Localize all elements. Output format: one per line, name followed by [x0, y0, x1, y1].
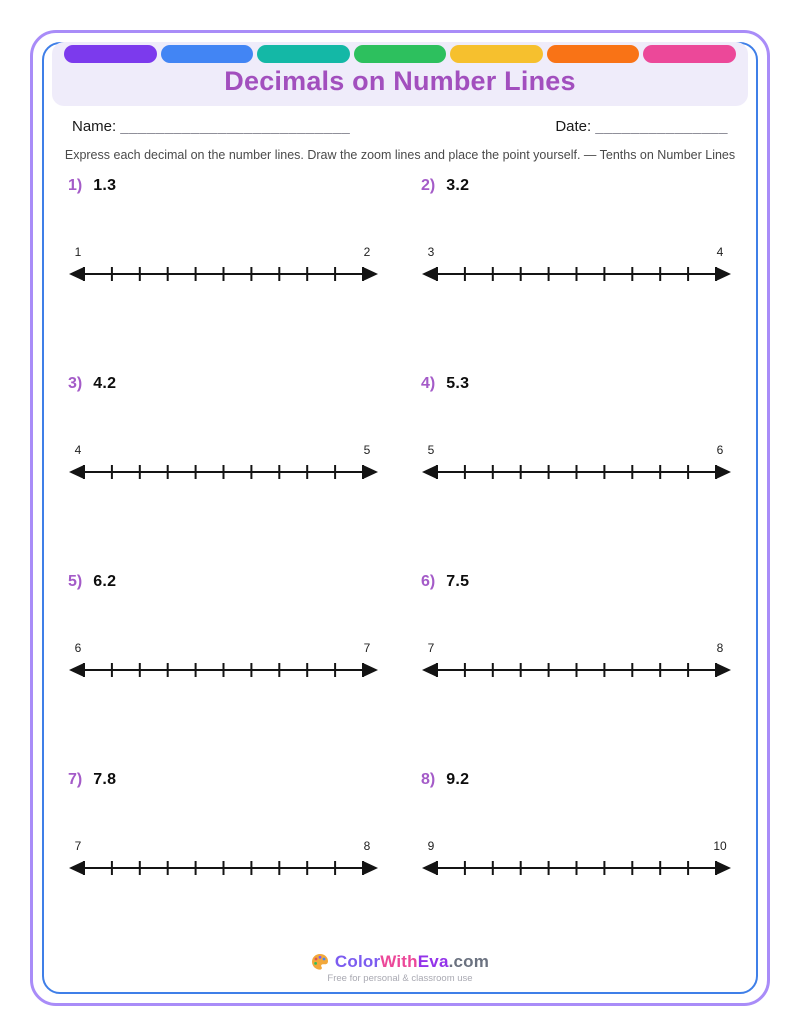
problem-number: 5) — [68, 573, 83, 590]
problem-header — [421, 375, 732, 393]
number-line-end-label: 8 — [363, 839, 371, 853]
number-line — [68, 640, 379, 686]
palette-icon — [311, 953, 329, 971]
problem-number: 4) — [421, 375, 436, 392]
number-line — [68, 442, 379, 488]
problem-decimal-value: 7.8 — [93, 771, 117, 788]
problem-number: 6) — [421, 573, 436, 590]
right-arrow-icon — [716, 465, 731, 479]
brand-part: Eva — [417, 952, 449, 971]
header-band — [52, 42, 748, 106]
number-line-start-label: 9 — [427, 839, 435, 853]
brand-row — [0, 952, 800, 972]
problem-number: 2) — [421, 177, 436, 194]
meta-row — [72, 118, 728, 135]
problem-header — [421, 573, 732, 591]
right-arrow-icon — [363, 861, 378, 875]
left-arrow-icon — [422, 663, 437, 677]
problem-item — [68, 766, 379, 964]
problem-item — [68, 568, 379, 766]
brand-name — [335, 952, 489, 972]
number-line-svg — [421, 244, 732, 290]
date-blank-line: _______________ — [595, 118, 728, 135]
date-label: Date: — [555, 118, 592, 135]
instructions-text: Express each decimal on the number lines. Draw the zoom lines and place the point yourself. — Tenths on Number Lines — [64, 148, 736, 162]
left-arrow-icon — [69, 861, 84, 875]
number-line-end-label: 8 — [716, 641, 724, 655]
number-line-end-label: 7 — [363, 641, 371, 655]
problem-header — [68, 177, 379, 195]
problem-item — [421, 568, 732, 766]
problem-header — [421, 771, 732, 789]
page-title: Decimals on Number Lines — [224, 66, 576, 96]
left-arrow-icon — [69, 663, 84, 677]
number-line — [421, 838, 732, 884]
number-line — [421, 640, 732, 686]
problem-number: 7) — [68, 771, 83, 788]
right-arrow-icon — [363, 663, 378, 677]
problems-grid — [68, 172, 732, 964]
problem-header — [421, 177, 732, 195]
color-pill — [161, 45, 254, 63]
left-arrow-icon — [69, 267, 84, 281]
number-line-svg — [421, 640, 732, 686]
number-line-svg — [68, 640, 379, 686]
problem-number: 3) — [68, 375, 83, 392]
number-line-start-label: 1 — [74, 245, 82, 259]
left-arrow-icon — [422, 861, 437, 875]
number-line-end-label: 5 — [363, 443, 371, 457]
footer — [0, 952, 800, 984]
problem-item — [68, 370, 379, 568]
number-line-start-label: 4 — [74, 443, 82, 457]
right-arrow-icon — [716, 663, 731, 677]
number-line-start-label: 7 — [427, 641, 435, 655]
problem-decimal-value: 4.2 — [93, 375, 117, 392]
brand-part: .com — [448, 952, 490, 971]
number-line-end-label: 2 — [363, 245, 371, 259]
number-line-svg — [68, 838, 379, 884]
left-arrow-icon — [422, 465, 437, 479]
number-line-svg — [68, 442, 379, 488]
left-arrow-icon — [422, 267, 437, 281]
problem-decimal-value: 1.3 — [93, 177, 117, 194]
problem-decimal-value: 3.2 — [446, 177, 470, 194]
name-blank-line: __________________________ — [120, 118, 351, 135]
right-arrow-icon — [363, 267, 378, 281]
number-line-start-label: 5 — [427, 443, 435, 457]
brand-part: With — [380, 952, 418, 971]
number-line-start-label: 3 — [427, 245, 435, 259]
problem-header — [68, 573, 379, 591]
number-line — [68, 838, 379, 884]
right-arrow-icon — [716, 267, 731, 281]
number-line-end-label: 6 — [716, 443, 724, 457]
footer-tagline: Free for personal & classroom use — [327, 973, 473, 984]
date-field — [555, 118, 728, 135]
problem-header — [68, 771, 379, 789]
color-pill — [257, 45, 350, 63]
number-line-start-label: 7 — [74, 839, 82, 853]
problem-decimal-value: 7.5 — [446, 573, 470, 590]
problem-item — [421, 370, 732, 568]
problem-decimal-value: 5.3 — [446, 375, 470, 392]
problem-number: 8) — [421, 771, 436, 788]
problem-item — [421, 172, 732, 370]
number-line-end-label: 4 — [716, 245, 724, 259]
left-arrow-icon — [69, 465, 84, 479]
brand-part: Color — [334, 952, 381, 971]
name-label: Name: — [72, 118, 117, 135]
color-pill — [547, 45, 640, 63]
number-line — [68, 244, 379, 290]
right-arrow-icon — [716, 861, 731, 875]
number-line-svg — [68, 244, 379, 290]
color-pill — [643, 45, 736, 63]
color-pill — [450, 45, 543, 63]
color-pill — [64, 45, 157, 63]
problem-decimal-value: 6.2 — [93, 573, 117, 590]
problem-header — [68, 375, 379, 393]
color-pill-bar — [64, 45, 736, 63]
right-arrow-icon — [363, 465, 378, 479]
number-line-start-label: 6 — [74, 641, 82, 655]
problem-decimal-value: 9.2 — [446, 771, 470, 788]
number-line — [421, 244, 732, 290]
name-field — [72, 118, 350, 135]
color-pill — [354, 45, 447, 63]
problem-number: 1) — [68, 177, 83, 194]
problem-item — [421, 766, 732, 964]
number-line — [421, 442, 732, 488]
number-line-svg — [421, 442, 732, 488]
number-line-end-label: 10 — [713, 839, 727, 853]
number-line-svg — [421, 838, 732, 884]
problem-item — [68, 172, 379, 370]
